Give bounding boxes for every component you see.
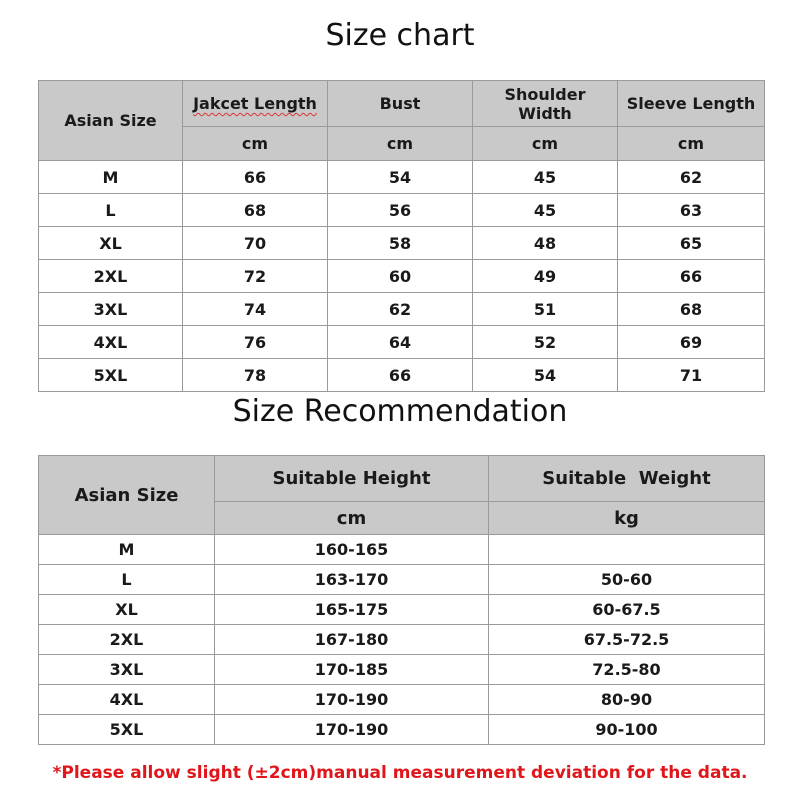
unit-cm: cm: [473, 127, 618, 161]
height-cell: 160-165: [215, 535, 489, 565]
jacket-length-cell: 76: [183, 326, 328, 359]
size-cell: XL: [39, 595, 215, 625]
jacket-length-cell: 68: [183, 194, 328, 227]
size-cell: 3XL: [39, 655, 215, 685]
table-row: [39, 565, 765, 595]
size-cell: XL: [39, 227, 183, 260]
size-cell: 2XL: [39, 625, 215, 655]
size-chart-table: [38, 80, 765, 392]
sleeve-length-cell: 63: [618, 194, 765, 227]
table-row: [39, 293, 765, 326]
bust-cell: 64: [328, 326, 473, 359]
shoulder-width-cell: 51: [473, 293, 618, 326]
bust-cell: 66: [328, 359, 473, 392]
header-jacket-length: [183, 81, 328, 127]
jacket-length-cell: 74: [183, 293, 328, 326]
size-recommendation-table: [38, 455, 765, 745]
table-row: [39, 326, 765, 359]
size-cell: 5XL: [39, 359, 183, 392]
sleeve-length-cell: 68: [618, 293, 765, 326]
shoulder-width-cell: 52: [473, 326, 618, 359]
unit-cm: cm: [183, 127, 328, 161]
jacket-length-cell: 78: [183, 359, 328, 392]
shoulder-width-cell: 48: [473, 227, 618, 260]
table-row: [39, 715, 765, 745]
weight-cell: [489, 535, 765, 565]
table-row: [39, 595, 765, 625]
sleeve-length-cell: 62: [618, 161, 765, 194]
header-jacket-length-label: Jakcet Length: [193, 94, 317, 113]
table-row: [39, 194, 765, 227]
size-cell: 2XL: [39, 260, 183, 293]
bust-cell: 54: [328, 161, 473, 194]
header-asian-size: Asian Size: [39, 456, 215, 535]
weight-cell: 72.5-80: [489, 655, 765, 685]
bust-cell: 60: [328, 260, 473, 293]
header-asian-size: Asian Size: [39, 81, 183, 161]
sleeve-length-cell: 65: [618, 227, 765, 260]
jacket-length-cell: 72: [183, 260, 328, 293]
table-row: [39, 685, 765, 715]
table-row: [39, 625, 765, 655]
height-cell: 163-170: [215, 565, 489, 595]
sleeve-length-cell: 71: [618, 359, 765, 392]
shoulder-width-cell: 54: [473, 359, 618, 392]
size-cell: 3XL: [39, 293, 183, 326]
height-cell: 167-180: [215, 625, 489, 655]
sleeve-length-cell: 66: [618, 260, 765, 293]
size-recommendation-title: Size Recommendation: [232, 394, 568, 429]
header-shoulder-width: [473, 81, 618, 127]
size-chart-title: Size chart: [325, 18, 475, 53]
height-cell: 170-190: [215, 685, 489, 715]
size-cell: 5XL: [39, 715, 215, 745]
unit-kg: kg: [489, 502, 765, 535]
unit-cm: cm: [215, 502, 489, 535]
weight-cell: 60-67.5: [489, 595, 765, 625]
size-cell: M: [39, 161, 183, 194]
header-suitable-weight: Suitable Weight: [489, 456, 765, 502]
jacket-length-cell: 70: [183, 227, 328, 260]
weight-cell: 50-60: [489, 565, 765, 595]
unit-cm: cm: [328, 127, 473, 161]
bust-cell: 62: [328, 293, 473, 326]
table-row: [39, 535, 765, 565]
table-row: [39, 227, 765, 260]
height-cell: 165-175: [215, 595, 489, 625]
height-cell: 170-190: [215, 715, 489, 745]
size-cell: M: [39, 535, 215, 565]
size-cell: L: [39, 194, 183, 227]
size-cell: 4XL: [39, 326, 183, 359]
sleeve-length-cell: 69: [618, 326, 765, 359]
shoulder-width-cell: 49: [473, 260, 618, 293]
table-row: [39, 260, 765, 293]
header-shoulder-width-label: Shoulder Width: [504, 84, 586, 123]
bust-cell: 56: [328, 194, 473, 227]
weight-cell: 90-100: [489, 715, 765, 745]
table-row: [39, 359, 765, 392]
header-suitable-height: Suitable Height: [215, 456, 489, 502]
table-row: [39, 161, 765, 194]
header-sleeve-length: Sleeve Length: [618, 81, 765, 127]
height-cell: 170-185: [215, 655, 489, 685]
bust-cell: 58: [328, 227, 473, 260]
weight-cell: 67.5-72.5: [489, 625, 765, 655]
weight-cell: 80-90: [489, 685, 765, 715]
shoulder-width-cell: 45: [473, 161, 618, 194]
table-row: [39, 655, 765, 685]
measurement-note: *Please allow slight (±2cm)manual measurement deviation for the data.: [52, 763, 748, 783]
unit-cm: cm: [618, 127, 765, 161]
size-cell: L: [39, 565, 215, 595]
shoulder-width-cell: 45: [473, 194, 618, 227]
size-cell: 4XL: [39, 685, 215, 715]
jacket-length-cell: 66: [183, 161, 328, 194]
header-bust: Bust: [328, 81, 473, 127]
